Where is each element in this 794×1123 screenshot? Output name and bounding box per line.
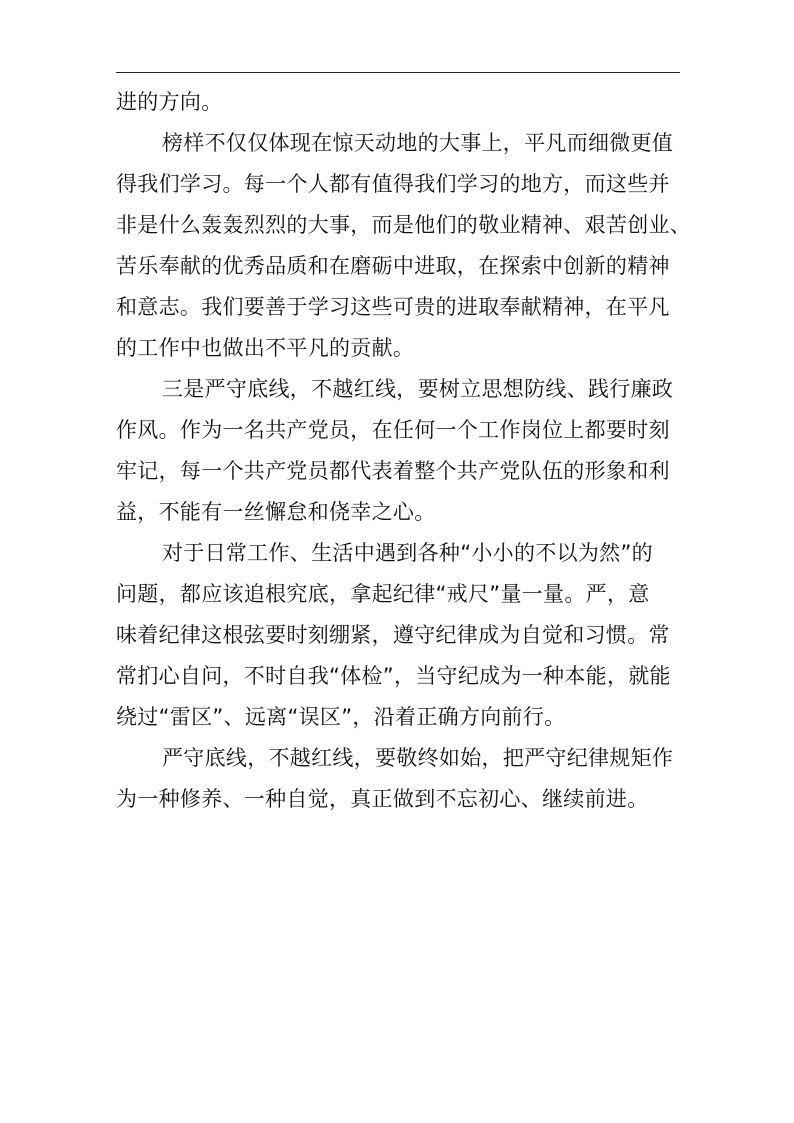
text-line: 常扪心自问，不时自我“体检”，当守纪成为一种本能，就能 [116, 664, 671, 688]
text-line: 和意志。我们要善于学习这些可贵的进取奉献精神，在平凡 [116, 295, 670, 319]
paragraph-first-line: 三是严守底线，不越红线，要树立思想防线、践行廉政 [162, 377, 674, 401]
paragraph-first-line: 榜样不仅仅体现在惊天动地的大事上，平凡而细微更值 [162, 131, 674, 155]
text-line: 问题，都应该追根究底，拿起纪律“戒尺”量一量。严，意 [116, 582, 650, 606]
document-body [116, 82, 692, 820]
text-line: 益，不能有一丝懈怠和侥幸之心。 [116, 500, 436, 524]
text-line: 得我们学习。每一个人都有值得我们学习的地方，而这些并 [116, 172, 670, 196]
text-line: 的工作中也做出不平凡的贡献。 [116, 336, 415, 360]
text-line: 为一种修养、一种自觉，真正做到不忘初心、继续前进。 [116, 787, 649, 811]
header-rule [116, 72, 680, 73]
text-line: 绕过“雷区”、远离“误区”，沿着正确方向前行。 [116, 705, 566, 729]
text-line: 味着纪律这根弦要时刻绷紧，遵守纪律成为自觉和习惯。常 [116, 623, 670, 647]
text-line: 牢记，每一个共产党员都代表着整个共产党队伍的形象和利 [116, 459, 670, 483]
paragraph-first-line: 严守底线，不越红线，要敬终如始，把严守纪律规矩作 [162, 746, 674, 770]
text-line: 进的方向。 [116, 90, 223, 114]
text-line: 苦乐奉献的优秀品质和在磨砺中进取，在探索中创新的精神 [116, 254, 670, 278]
paragraph-first-line: 对于日常工作、生活中遇到各种“小小的不以为然”的 [162, 541, 653, 565]
text-line: 作风。作为一名共产党员，在任何一个工作岗位上都要时刻 [116, 418, 670, 442]
text-line: 非是什么轰轰烈烈的大事，而是他们的敬业精神、艰苦创业、 [116, 213, 692, 237]
